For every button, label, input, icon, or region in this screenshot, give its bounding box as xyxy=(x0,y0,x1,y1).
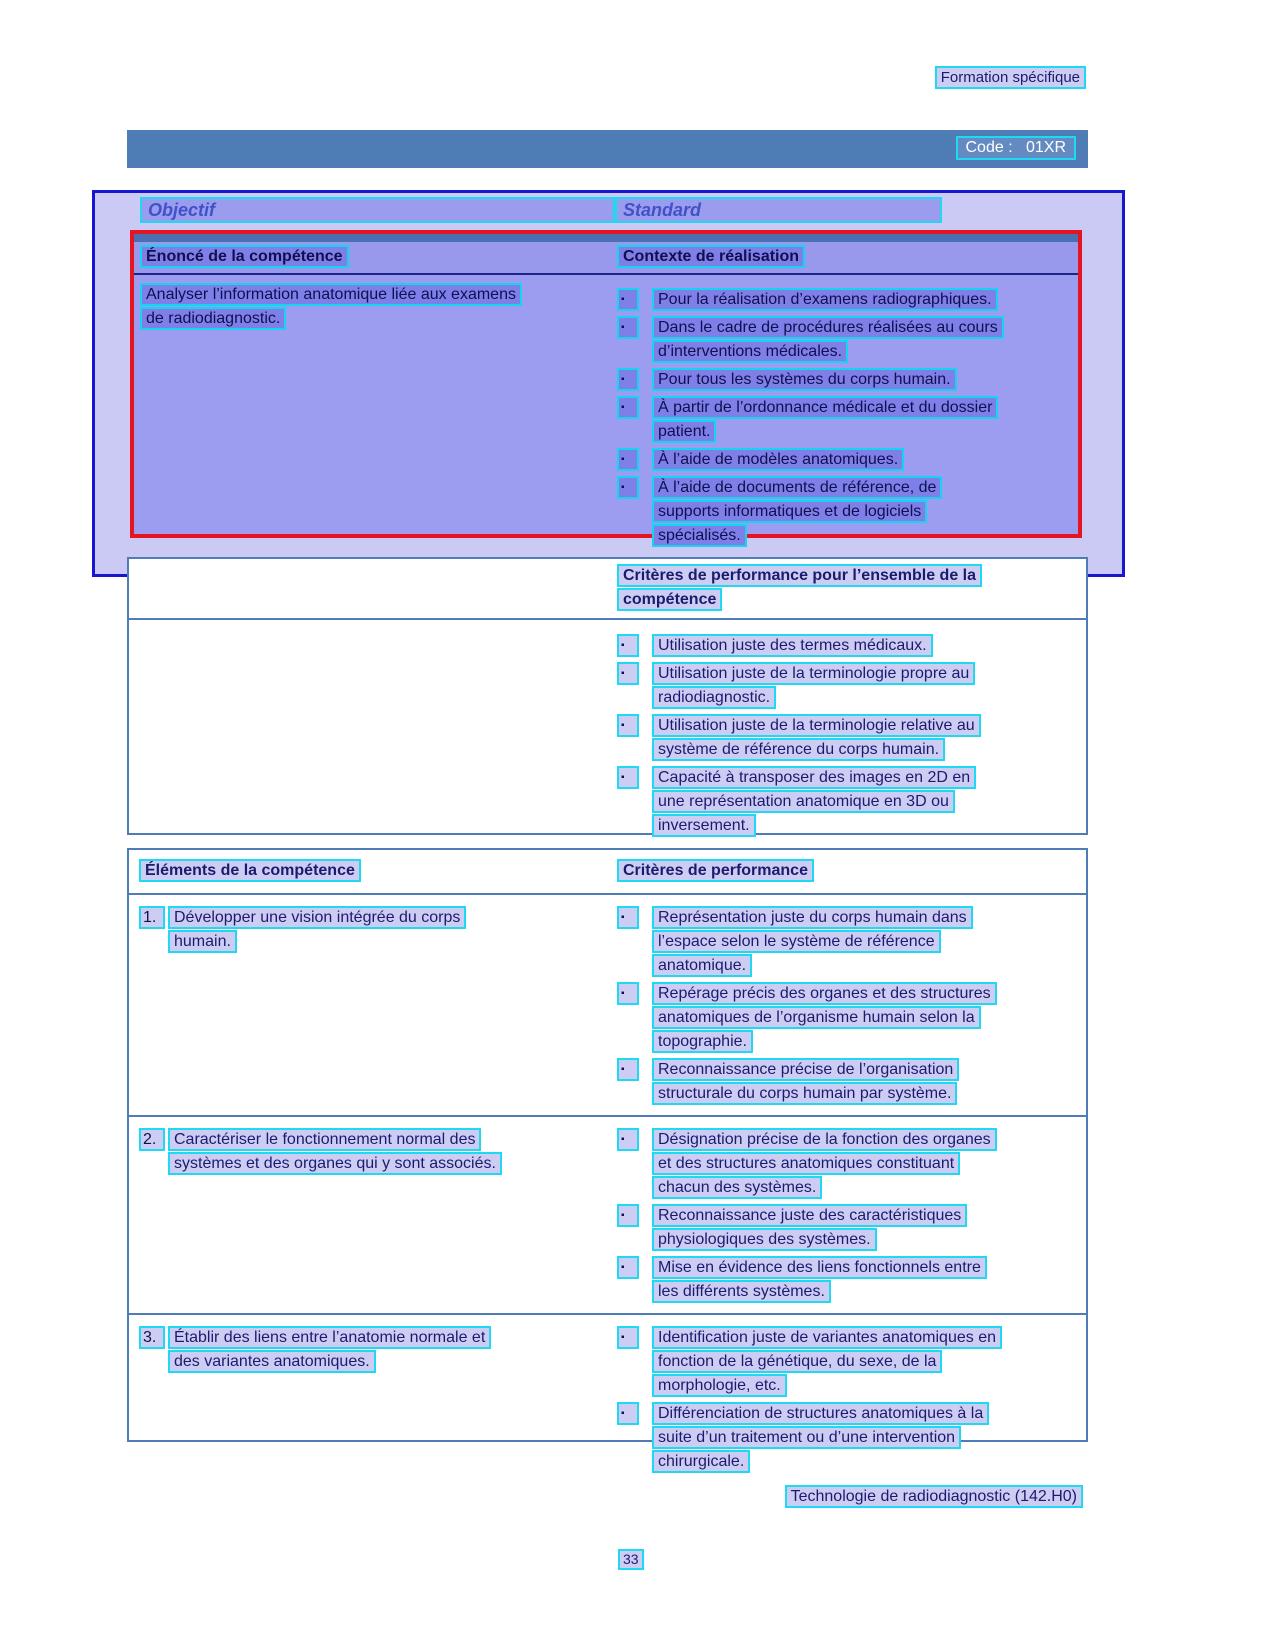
bullet-line xyxy=(617,476,1072,499)
competence-table-body xyxy=(134,275,1078,548)
bullet-marker: ▪ xyxy=(617,448,639,471)
line-text: humain. xyxy=(168,930,237,953)
page-number xyxy=(618,1549,644,1570)
objectif-standard-panel xyxy=(92,190,1125,577)
line-text: Utilisation juste de la terminologie relative au xyxy=(652,714,981,737)
formation-specifique-label xyxy=(935,66,1086,89)
criteres-ensemble-list xyxy=(617,629,1086,838)
line-text: Établir des liens entre l’anatomie normale et xyxy=(168,1326,491,1349)
number-marker: 1. xyxy=(139,906,165,929)
line-text: Reconnaissance précise de l’organisation xyxy=(652,1058,959,1081)
text-line xyxy=(139,1128,617,1151)
elements-header-right-cell xyxy=(617,859,1086,882)
contexte-header-cell xyxy=(617,245,1078,268)
bullet-line xyxy=(617,982,1078,1005)
bullet-line xyxy=(617,340,1072,363)
element-3-criteria xyxy=(617,1321,1086,1474)
bullet-line xyxy=(617,634,1078,657)
line-text: Désignation précise de la fonction des organes xyxy=(652,1128,997,1151)
bullet-line xyxy=(617,1030,1078,1053)
number-marker: 3. xyxy=(139,1326,165,1349)
bullet-line xyxy=(617,1402,1078,1425)
bullet-line xyxy=(617,930,1078,953)
bullet-line xyxy=(617,1204,1078,1227)
line-text: inversement. xyxy=(652,814,756,837)
line-text: Mise en évidence des liens fonctionnels entre xyxy=(652,1256,987,1279)
line-text: Représentation juste du corps humain dans xyxy=(652,906,973,929)
line-text: Dans le cadre de procédures réalisées au cours xyxy=(652,316,1004,339)
criteres-ensemble-body xyxy=(129,620,1086,838)
enonce-header: Énoncé de la compétence xyxy=(140,245,349,268)
elements-header-row xyxy=(129,850,1086,895)
text-line xyxy=(139,1350,617,1373)
footer-program-label xyxy=(785,1485,1083,1508)
bullet-marker: ▪ xyxy=(617,766,639,789)
line-text: Capacité à transposer des images en 2D en xyxy=(652,766,976,789)
line-text: Reconnaissance juste des caractéristiques xyxy=(652,1204,967,1227)
line-text: Utilisation juste de la terminologie propre au xyxy=(652,662,975,685)
header-line xyxy=(617,588,1078,611)
line-text: À partir de l’ordonnance médicale et du dossier xyxy=(652,396,998,419)
line-text: Identification juste de variantes anatomiques en xyxy=(652,1326,1002,1349)
element-3-label xyxy=(129,1321,617,1474)
criteres-ensemble-table xyxy=(127,557,1088,835)
line-text: système de référence du corps humain. xyxy=(652,738,945,761)
bullet-marker: ▪ xyxy=(617,634,639,657)
standard-title: Standard xyxy=(615,197,942,223)
elements-header-left: Éléments de la compétence xyxy=(139,859,361,882)
bullet-line xyxy=(617,448,1072,471)
bullet-marker: ▪ xyxy=(617,1256,639,1279)
line-text: fonction de la génétique, du sexe, de la xyxy=(652,1350,942,1373)
bullet-marker: ▪ xyxy=(617,1326,639,1349)
bullet-line xyxy=(617,714,1078,737)
elements-competence-table xyxy=(127,848,1088,1470)
footer-text: Technologie de radiodiagnostic (142.H0) xyxy=(785,1485,1083,1508)
objectif-title: Objectif xyxy=(140,197,615,223)
bullet-line xyxy=(617,1152,1078,1175)
competence-table xyxy=(130,230,1082,544)
bullet-line xyxy=(617,954,1078,977)
line-text: chacun des systèmes. xyxy=(652,1176,822,1199)
bullet-line xyxy=(617,1082,1078,1105)
bullet-line xyxy=(617,906,1078,929)
line-text: Analyser l’information anatomique liée aux examens xyxy=(140,283,522,306)
text-line xyxy=(139,1326,617,1349)
line-text: une représentation anatomique en 3D ou xyxy=(652,790,955,813)
text-line xyxy=(140,283,617,306)
bullet-marker: ▪ xyxy=(617,368,639,391)
contexte-header: Contexte de réalisation xyxy=(617,245,805,268)
line-text: supports informatiques et de logiciels xyxy=(652,500,927,523)
bullet-line xyxy=(617,396,1072,419)
line-text: Développer une vision intégrée du corps xyxy=(168,906,466,929)
line-text: d’interventions médicales. xyxy=(652,340,848,363)
bullet-marker: ▪ xyxy=(617,1402,639,1425)
bullet-marker: ▪ xyxy=(617,1128,639,1151)
line-text: structurale du corps humain par système. xyxy=(652,1082,957,1105)
bullet-line xyxy=(617,1006,1078,1029)
bullet-line xyxy=(617,1058,1078,1081)
code-label: Code : 01XR xyxy=(956,136,1077,160)
bullet-line xyxy=(617,1326,1078,1349)
element-1-label xyxy=(129,901,617,1106)
text-line xyxy=(139,930,617,953)
panel-titles xyxy=(140,197,942,223)
line-text: chirurgicale. xyxy=(652,1450,750,1473)
bullet-marker: ▪ xyxy=(617,316,639,339)
bullet-line xyxy=(617,1280,1078,1303)
line-text: spécialisés. xyxy=(652,524,747,547)
bullet-line xyxy=(617,500,1072,523)
criteres-ensemble-header xyxy=(617,564,1086,612)
bullet-line xyxy=(617,368,1072,391)
line-text: topographie. xyxy=(652,1030,753,1053)
line-text: et des structures anatomiques constituant xyxy=(652,1152,960,1175)
bullet-line xyxy=(617,738,1078,761)
bullet-marker: ▪ xyxy=(617,396,639,419)
contexte-cell xyxy=(617,283,1078,548)
line-text: radiodiagnostic. xyxy=(652,686,776,709)
elements-header-left-cell xyxy=(129,859,617,882)
element-row-1 xyxy=(129,895,1086,1117)
bullet-line xyxy=(617,1256,1078,1279)
line-text: Utilisation juste des termes médicaux. xyxy=(652,634,933,657)
bullet-line xyxy=(617,790,1078,813)
line-text: Pour tous les systèmes du corps humain. xyxy=(652,368,957,391)
line-text: À l’aide de modèles anatomiques. xyxy=(652,448,904,471)
bullet-marker: ▪ xyxy=(617,714,639,737)
line-text: anatomique. xyxy=(652,954,752,977)
bullet-line xyxy=(617,1350,1078,1373)
line-text: anatomiques de l’organisme humain selon la xyxy=(652,1006,981,1029)
bullet-line xyxy=(617,420,1072,443)
criteres-ensemble-header-row xyxy=(129,559,1086,620)
elements-header-right: Critères de performance xyxy=(617,859,814,882)
bullet-marker: ▪ xyxy=(617,1204,639,1227)
bullet-line xyxy=(617,1128,1078,1151)
bullet-line xyxy=(617,1450,1078,1473)
bullet-line xyxy=(617,1176,1078,1199)
element-row-2 xyxy=(129,1117,1086,1315)
empty-left-cell xyxy=(129,564,617,612)
empty-left-cell xyxy=(129,629,617,838)
bullet-line xyxy=(617,766,1078,789)
bullet-line xyxy=(617,1426,1078,1449)
table-top-strip xyxy=(134,234,1078,242)
line-text: des variantes anatomiques. xyxy=(168,1350,376,1373)
line-text: les différents systèmes. xyxy=(652,1280,831,1303)
element-row-3 xyxy=(129,1315,1086,1483)
bullet-marker: ▪ xyxy=(617,662,639,685)
bullet-marker: ▪ xyxy=(617,906,639,929)
bullet-line xyxy=(617,686,1078,709)
line-text: Repérage précis des organes et des structures xyxy=(652,982,997,1005)
bullet-marker: ▪ xyxy=(617,1058,639,1081)
line-text: suite d’un traitement ou d’une intervention xyxy=(652,1426,961,1449)
bullet-line xyxy=(617,524,1072,547)
element-2-criteria xyxy=(617,1123,1086,1304)
bullet-line xyxy=(617,1228,1078,1251)
text-line xyxy=(139,1152,617,1175)
number-marker: 2. xyxy=(139,1128,165,1151)
bullet-line xyxy=(617,288,1072,311)
line-text: Différenciation de structures anatomiques à la xyxy=(652,1402,989,1425)
page-number-text: 33 xyxy=(618,1549,644,1570)
line-text: patient. xyxy=(652,420,716,443)
line-text: À l’aide de documents de référence, de xyxy=(652,476,942,499)
bullet-line xyxy=(617,814,1078,837)
line-text: systèmes et des organes qui y sont associés. xyxy=(168,1152,502,1175)
line-text: morphologie, etc. xyxy=(652,1374,787,1397)
line-text: de radiodiagnostic. xyxy=(140,307,286,330)
line-text: physiologiques des systèmes. xyxy=(652,1228,877,1251)
bullet-marker: ▪ xyxy=(617,288,639,311)
text-line xyxy=(140,307,617,330)
code-header-bar xyxy=(127,130,1088,168)
formation-specifique-text: Formation spécifique xyxy=(935,66,1086,89)
enonce-cell xyxy=(134,283,617,548)
bullet-marker: ▪ xyxy=(617,982,639,1005)
header-text: compétence xyxy=(617,588,722,611)
enonce-header-cell xyxy=(134,245,617,268)
text-line xyxy=(139,906,617,929)
element-2-label xyxy=(129,1123,617,1304)
line-text: Caractériser le fonctionnement normal des xyxy=(168,1128,481,1151)
bullet-line xyxy=(617,316,1072,339)
header-text: Critères de performance pour l’ensemble de la xyxy=(617,564,982,587)
bullet-marker: ▪ xyxy=(617,476,639,499)
competence-table-header xyxy=(134,242,1078,275)
bullet-line xyxy=(617,1374,1078,1397)
line-text: l’espace selon le système de référence xyxy=(652,930,941,953)
header-line xyxy=(617,564,1078,587)
element-1-criteria xyxy=(617,901,1086,1106)
bullet-line xyxy=(617,662,1078,685)
line-text: Pour la réalisation d’examens radiographiques. xyxy=(652,288,998,311)
